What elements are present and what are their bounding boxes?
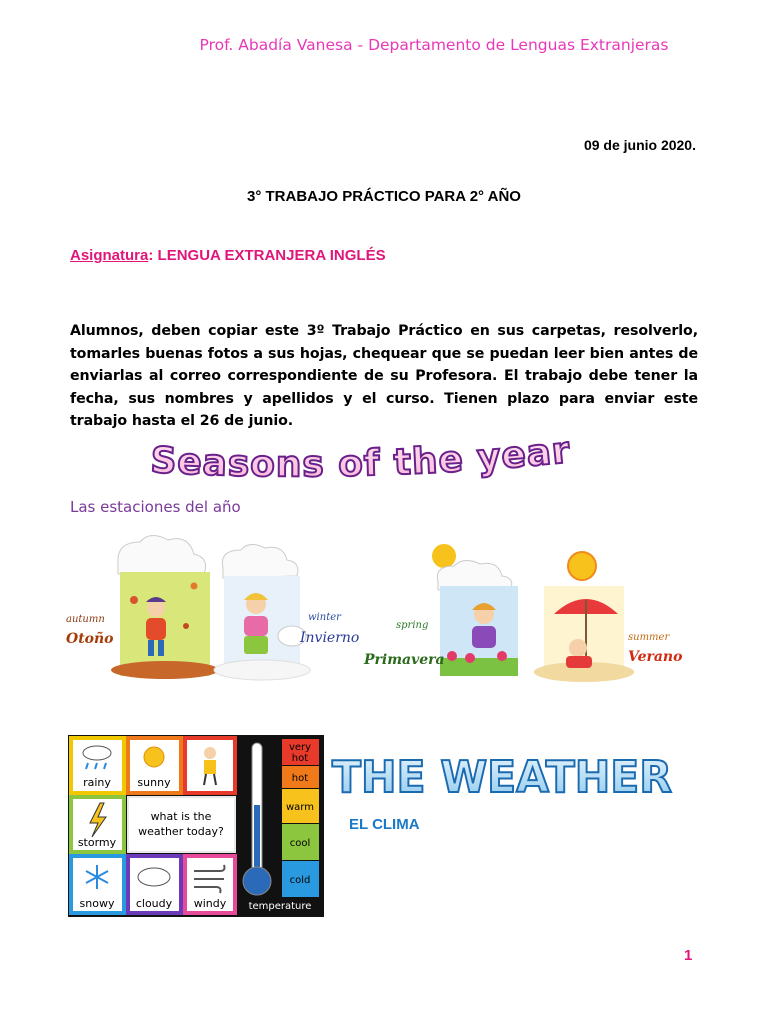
thermo-warm: warm [286, 802, 314, 813]
season-es-autumn: Otoño [66, 631, 114, 647]
svg-text:Seasons of the year [150, 432, 573, 485]
season-es-summer: Verano [628, 649, 683, 665]
thermo-hot: hot [291, 773, 309, 784]
subject-value: LENGUA EXTRANJERA INGLÉS [157, 247, 386, 264]
page-number: 1 [684, 947, 693, 964]
weather-label-windy: windy [193, 897, 227, 910]
thermo-cool: cool [289, 838, 311, 849]
weather-label-cloudy: cloudy [135, 897, 173, 910]
season-en-spring: spring [396, 620, 429, 631]
weather-subtitle: EL CLIMA [349, 816, 420, 833]
thermo-very-hot: hot [291, 753, 309, 764]
subject-separator: : [148, 247, 158, 264]
weather-title: THE WEATHER [332, 752, 672, 803]
summer-panel [534, 552, 682, 682]
weather-label-rainy: rainy [83, 776, 111, 789]
weather-label-sunny: sunny [137, 776, 171, 789]
weather-question-line2: weather today? [138, 825, 224, 838]
subject-line [70, 247, 386, 264]
thermo-very: very [288, 742, 312, 753]
thermo-temperature: temperature [248, 901, 312, 912]
document-date: 09 de junio 2020. [583, 137, 696, 153]
instructions-paragraph: Alumnos, deben copiar este 3º Trabajo Práctico en sus carpetas, resolverlo, tomarles buenas fotos a sus hojas, chequear que se puedan leer bien antes de enviarlas al correo correspondiente de su Profesora. El trabajo debe tener la fecha, sus nombres y apellidos y el curso. Tienen plazo para enviar este trabajo hasta el 26 de junio. [70, 323, 698, 429]
document-title: 3° TRABAJO PRÁCTICO PARA 2° AÑO [247, 188, 521, 205]
subject-label: Asignatura [70, 247, 149, 264]
spring-panel [363, 544, 518, 676]
autumn-panel [66, 535, 219, 679]
weather-label-stormy: stormy [77, 836, 117, 849]
seasons-title-art [145, 432, 645, 494]
page-header: Prof. Abadía Vanesa - Departamento de Lenguas Extranjeras [199, 36, 669, 54]
weather-title-art [328, 740, 680, 806]
seasons-subtitle: Las estaciones del año [70, 498, 241, 516]
season-en-summer: summer [628, 632, 670, 643]
weather-question-line1: what is the [150, 810, 212, 823]
season-en-winter: winter [308, 612, 341, 623]
season-es-spring: Primavera [364, 652, 445, 668]
weather-chart [68, 735, 324, 917]
season-en-autumn: autumn [66, 614, 105, 625]
thermo-cold: cold [289, 875, 311, 886]
season-es-winter: Invierno [300, 630, 360, 646]
seasons-illustration [66, 530, 683, 690]
weather-label-snowy: snowy [79, 897, 115, 910]
seasons-title: Seasons of the year [149, 432, 573, 486]
winter-panel [214, 544, 359, 680]
